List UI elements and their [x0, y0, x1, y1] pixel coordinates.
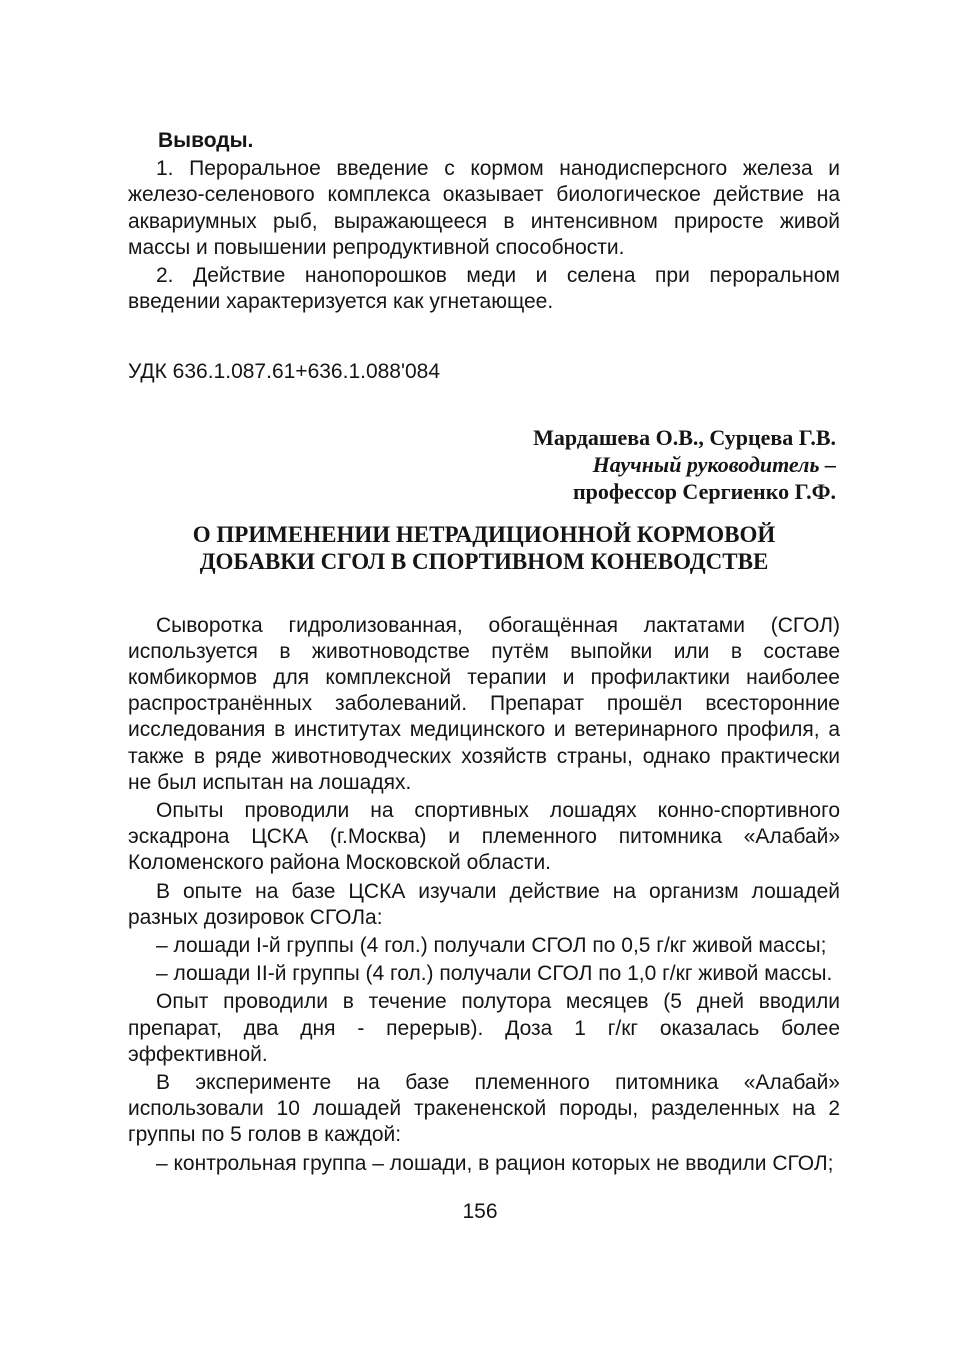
- author-names: Мардашева О.В., Сурцева Г.В.: [533, 424, 836, 450]
- body-paragraph: В эксперименте на базе племенного питомника «Алабай» использовали 10 лошадей тракененской породы, разделенных на 2 группы по 5 голов в каждой:: [128, 1071, 840, 1147]
- body-paragraph: Сыворотка гидролизованная, обогащённая лактатами (СГОЛ) используется в животноводстве путём выпойки или в составе комбикормов для комплексной терапии и профилактики наиболее распространённых заболеваний. Препарат прошёл всесторонние исследования в институтах медицинского и ветеринарного профиля, а также в ряде животноводческих хозяйств страны, однако практически не был испытан на лошадях.: [128, 613, 840, 794]
- page-number: 156: [462, 1200, 498, 1223]
- body-list-item: – лошади I-й группы (4 гол.) получали СГОЛ по 0,5 г/кг живой массы;: [156, 934, 827, 958]
- supervisor-label: Научный руководитель –: [592, 451, 836, 477]
- conclusion-item-2: 2. Действие нанопорошков меди и селена при пероральном введении характеризуется как угнетающее.: [128, 264, 840, 314]
- body-list-item: – контрольная группа – лошади, в рацион которых не вводили СГОЛ;: [156, 1151, 834, 1175]
- udc-code: УДК 636.1.087.61+636.1.088'084: [128, 360, 441, 384]
- body-list-item: – лошади II-й группы (4 гол.) получали СГОЛ по 1,0 г/кг живой массы.: [156, 962, 833, 986]
- supervisor-name: профессор Сергиенко Г.Ф.: [573, 478, 836, 504]
- conclusion-item-1: 1. Пероральное введение с кормом нанодисперсного железа и железо-селенового комплекса оказывает биологическое действие на аквариумных рыб, выражающееся в интенсивном приросте живой массы и повышении репродуктивной способности.: [128, 157, 840, 259]
- authors-block: [128, 424, 840, 505]
- article-body: [128, 613, 840, 1177]
- body-paragraph: Опыт проводили в течение полутора месяцев (5 дней вводили препарат, два дня - перерыв). Доза 1 г/кг оказалась более эффективной.: [128, 990, 840, 1066]
- conclusions-heading: Выводы.: [158, 129, 254, 152]
- article-title: [128, 521, 840, 575]
- article-title-line-1: О ПРИМЕНЕНИИ НЕТРАДИЦИОННОЙ КОРМОВОЙ: [192, 521, 776, 547]
- article-title-line-2: ДОБАВКИ СГОЛ В СПОРТИВНОМ КОНЕВОДСТВЕ: [199, 548, 769, 574]
- body-paragraph: Опыты проводили на спортивных лошадях конно-спортивного эскадрона ЦСКА (г.Москва) и племенного питомника «Алабай» Коломенского района Московской области.: [128, 799, 840, 875]
- body-paragraph: В опыте на базе ЦСКА изучали действие на организм лошадей разных дозировок СГОЛа:: [128, 879, 840, 929]
- page-content: [128, 128, 840, 1179]
